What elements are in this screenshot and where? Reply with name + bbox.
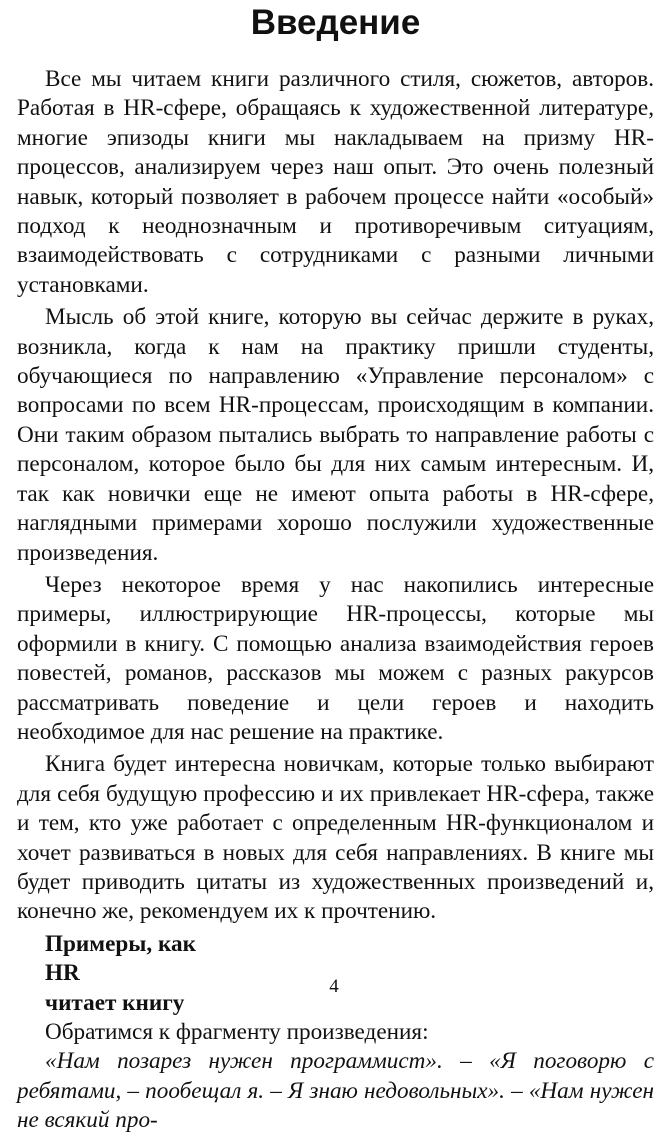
paragraph-1: Все мы читаем книги различного стиля, сюжетов, авторов. Работая в HR-сфере, обращаясь к художественной литературе, многие эпизоды книги мы накладываем на призму HR-процессов, анализируем через наш опыт. Это очень полезный навык, который позволяет в рабочем процессе найти «особый» подход к неоднозначным и противоречивым ситуациям, взаимодействовать с сотрудниками с разными личными установками. bbox=[17, 66, 654, 298]
section-heading-line-3: читает книгу bbox=[45, 989, 185, 1016]
paragraph-3: Через некоторое время у нас накопились интересные примеры, иллюстрирующие HR-процессы, которые мы оформили в книгу. С помощью анализа взаимодействия героев повестей, романов, рассказов мы можем с разных ракурсов рассматривать поведение и цели героев и находить необходимое для нас решение на практике. bbox=[17, 571, 654, 745]
paragraph-2: Мысль об этой книге, которую вы сейчас держите в руках, возникла, когда к нам на практику пришли студенты, обучающиеся по направлению «Управление персоналом» с вопросами по всем HR-процессам, происходящим в компании. Они таким образом пытались выбрать то направление работы с персоналом, которое было бы для них самым интересным. И, так как новички еще не имеют опыта работы в HR-сфере, наглядными примерами хорошо послужили художественные произведения. bbox=[17, 304, 654, 566]
quote-text: «Нам позарез нужен программист». – «Я поговорю с ребятами, – пообещал я. – Я знаю недовольных». – «Нам нужен не всякий про- bbox=[17, 1048, 654, 1134]
quote-intro: Обратимся к фрагменту произведения: bbox=[45, 1019, 429, 1045]
section-heading-line-2: HR bbox=[45, 960, 80, 987]
page-number: 4 bbox=[329, 976, 339, 997]
section-heading-line-1: Примеры, как bbox=[45, 930, 196, 957]
paragraph-4: Книга будет интересна новичкам, которые только выбирают для себя будущую профессию и их привлекает HR-сфера, также и тем, кто уже работает с определенным HR-функционалом и хочет развиваться в новых для себя направлениях. В книге мы будет приводить цитаты из художественных произведений и, конечно же, рекомендуем их к прочтению. bbox=[17, 751, 654, 925]
page-title: Введение bbox=[250, 3, 421, 42]
